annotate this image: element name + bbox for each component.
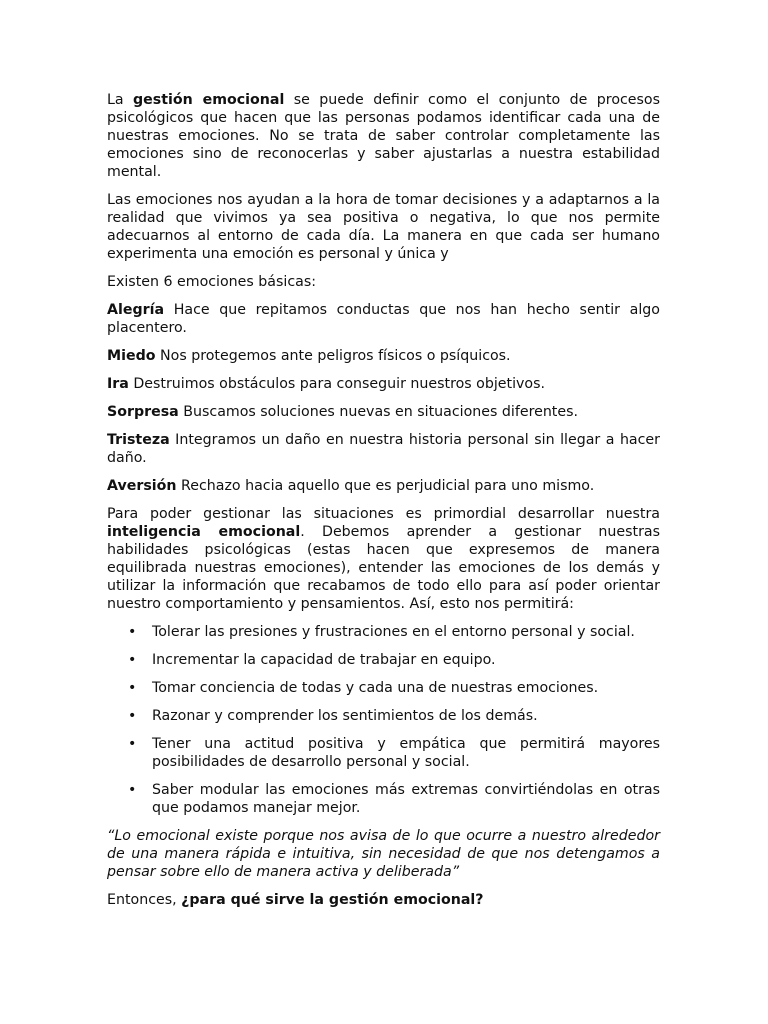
list-item-text: Tolerar las presiones y frustraciones en el entorno personal y social. [152,624,635,640]
intro-text-start: La [107,92,134,108]
emotion-alegria [107,301,660,337]
emotion-tristeza [107,431,660,467]
emotion-description: Rechazo hacia aquello que es perjudicial para uno mismo. [176,478,595,494]
emotion-name: Ira [107,376,129,392]
list-item [107,781,660,817]
list-item-text: Saber modular las emociones más extremas convirtiéndolas en otras que podamos manejar mejor. [152,782,660,816]
list-item [107,679,660,697]
document-body [107,91,660,919]
benefits-list [107,623,660,817]
list-item-text: Incrementar la capacidad de trabajar en equipo. [152,652,496,668]
bullet-icon: • [128,624,137,640]
emotion-name: Alegría [107,302,165,318]
list-item [107,623,660,641]
paragraph-text-start: Para poder gestionar las situaciones es primordial desarrollar nuestra [107,506,660,522]
emotion-sorpresa [107,403,660,421]
emotion-description: Buscamos soluciones nuevas en situaciones diferentes. [178,404,579,420]
intro-paragraph [107,91,660,181]
paragraph-basic-emotions: Existen 6 emociones básicas: [107,274,316,290]
intro-text-rest: se puede definir como el conjunto de procesos psicológicos que hacen que las personas podamos identificar cada una de nuestras emociones. No se trata de saber controlar completamente las emociones sino de reconocerlas y saber ajustarlas a nuestra estabilidad mental. [107,92,661,180]
bullet-icon: • [128,708,137,724]
emotion-description: Destruimos obstáculos para conseguir nuestros objetivos. [128,376,546,392]
emotion-description: Nos protegemos ante peligros físicos o psíquicos. [155,348,511,364]
paragraph-text-rest: . Debemos aprender a gestionar nuestras habilidades psicológicas (estas hacen que expresemos de manera equilibrada nuestras emociones), entender las emociones de los demás y utilizar la información que recabamos de todo ello para así poder orientar nuestro comportamiento y pensamientos. Así, esto nos permitirá: [107,524,660,612]
emotion-name: Miedo [107,348,156,364]
bullet-icon: • [128,652,137,668]
closing-text-start: Entonces, [107,892,182,908]
emotion-miedo [107,347,660,365]
bullet-icon: • [128,782,137,798]
paragraph-emotional-intelligence [107,505,660,613]
list-item [107,707,660,725]
list-item [107,735,660,771]
emotion-description: Hace que repitamos conductas que nos han hecho sentir algo placentero. [107,302,660,336]
emotion-aversion [107,477,660,495]
paragraph-emotions-help: Las emociones nos ayudan a la hora de tomar decisiones y a adaptarnos a la realidad que vivimos ya sea positiva o negativa, lo que nos permite adecuarnos al entorno de cada día. La manera en que cada ser humano experimenta una emoción es personal y única y [107,192,660,262]
list-item-text: Tener una actitud positiva y empática que permitirá mayores posibilidades de desarrollo personal y social. [152,736,660,770]
list-item-text: Tomar conciencia de todas y cada una de nuestras emociones. [152,680,599,696]
bullet-icon: • [128,736,137,752]
emotion-name: Sorpresa [107,404,179,420]
emotion-name: Tristeza [107,432,170,448]
list-item [107,651,660,669]
closing-question-bold: ¿para qué sirve la gestión emocional? [181,892,484,908]
list-item-text: Razonar y comprender los sentimientos de los demás. [152,708,538,724]
quote-paragraph: “Lo emocional existe porque nos avisa de lo que ocurre a nuestro alrededor de una manera rápida e intuitiva, sin necesidad de que nos detengamos a pensar sobre ello de manera activa y deliberada” [107,828,660,880]
emotion-ira [107,375,660,393]
closing-question [107,891,660,909]
term-inteligencia-emocional: inteligencia emocional [107,524,301,540]
bullet-icon: • [128,680,137,696]
emotion-description: Integramos un daño en nuestra historia personal sin llegar a hacer daño. [107,432,660,466]
term-gestion-emocional: gestión emocional [133,92,285,108]
emotion-name: Aversión [107,478,177,494]
